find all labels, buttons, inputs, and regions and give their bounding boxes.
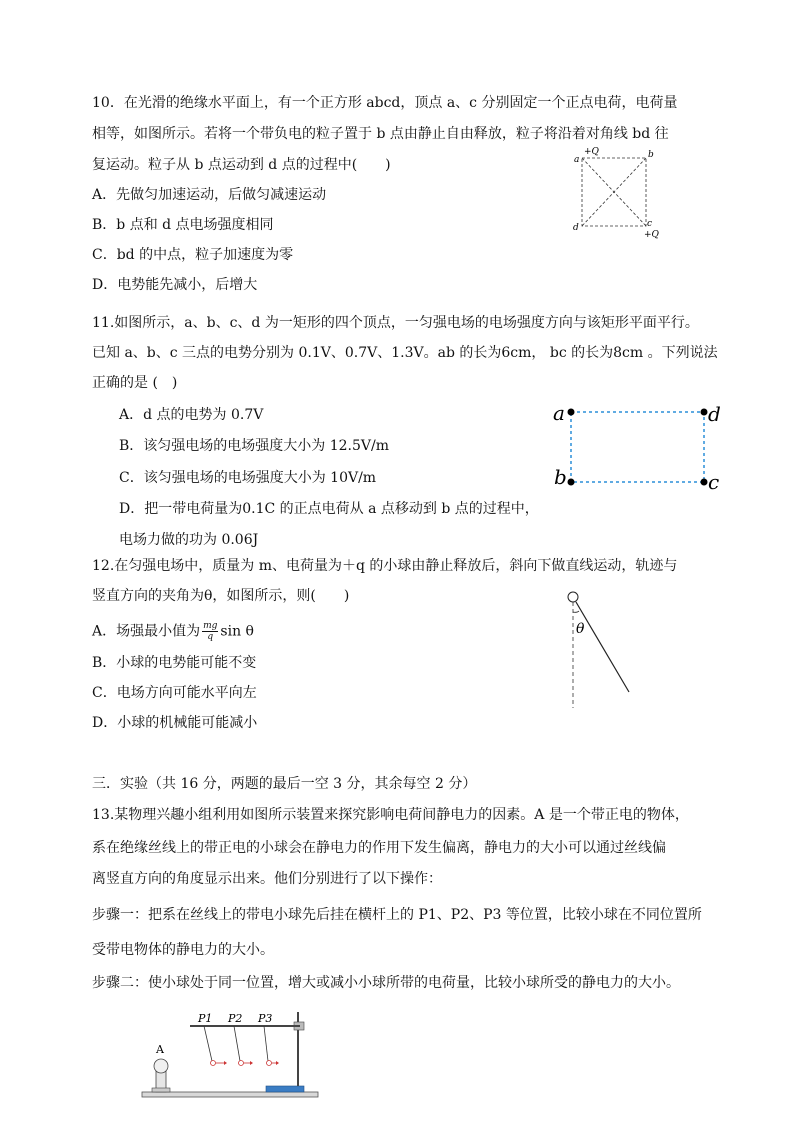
q12-option-d: D．小球的机械能可能减小 xyxy=(92,715,258,731)
q10-option-d: D．电势能先减小，后增大 xyxy=(92,277,258,293)
q13-step1-line2: 受带电物体的静电力的大小。 xyxy=(92,942,274,958)
q12-line2: 竖直方向的夹角为θ，如图所示，则( ) xyxy=(92,588,350,604)
q12-trajectory-figure xyxy=(560,586,640,710)
q11-label-d: d xyxy=(708,402,721,426)
q13-label-A: A xyxy=(156,1043,164,1056)
q10-line2: 相等，如图所示。若将一个带负电的粒子置于 b 点由静止自由释放，粒子将沿着对角线 bd 往 xyxy=(92,126,669,142)
q11-label-b: b xyxy=(554,465,567,489)
q10-charge-c: +Q xyxy=(644,230,659,240)
q13-step2: 步骤二：使小球处于同一位置，增大或减小小球所带的电荷量，比较小球所受的静电力的大小。 xyxy=(92,975,680,991)
q11-line3: 正确的是 ( ) xyxy=(92,375,178,391)
q13-label-P2: P2 xyxy=(228,1012,243,1025)
q12-line1: 12.在匀强电场中，质量为 m、电荷量为＋q 的小球由静止释放后，斜向下做直线运动，轨迹与 xyxy=(92,558,678,574)
q11-line1: 11.如图所示，a、b、c、d 为一矩形的四个顶点，一匀强电场的电场强度方向与该矩形平面平行。 xyxy=(92,315,699,331)
q12-option-b: B．小球的电势能可能不变 xyxy=(92,655,257,671)
q12-option-a-text: A．场强最小值为 xyxy=(92,623,201,640)
q10-label-d: d xyxy=(573,223,579,233)
q13-label-P3: P3 xyxy=(258,1012,273,1025)
q11-option-c: C．该匀强电场的电场强度大小为 10V/m xyxy=(119,470,377,486)
q11-option-d: D．把一带电荷量为0.1C 的正点电荷从 a 点移动到 b 点的过程中， xyxy=(119,501,539,517)
q10-charge-a: +Q xyxy=(584,147,599,157)
q12-fraction-num: mg xyxy=(203,621,218,631)
q11-rectangle-figure xyxy=(548,398,728,498)
q10-label-a: a xyxy=(574,155,580,165)
q11-line2: 已知 a、b、c 三点的电势分别为 0.1V、0.7V、1.3V。ab 的长为6cm， bc 的长为8cm 。下列说法 xyxy=(92,345,718,361)
q13-line2: 系在绝缘丝线上的带正电的小球会在静电力的作用下发生偏离，静电力的大小可以通过丝线偏 xyxy=(92,840,666,856)
q12-fraction-den: q xyxy=(207,632,214,642)
q11-label-a: a xyxy=(553,401,565,425)
q10-line3: 复运动。粒子从 b 点运动到 d 点的过程中( ) xyxy=(92,157,391,173)
q11-option-d-cont: 电场力做的功为 0.06J xyxy=(119,532,259,548)
q10-line1: 10．在光滑的绝缘水平面上，有一个正方形 abcd，顶点 a、c 分别固定一个正点电荷，电荷量 xyxy=(92,95,678,111)
q12-fraction xyxy=(202,621,218,642)
q13-line3: 离竖直方向的角度显示出来。他们分别进行了以下操作： xyxy=(92,871,442,887)
q11-label-c: c xyxy=(708,470,720,494)
q13-step1-line1: 步骤一：把系在丝线上的带电小球先后挂在横杆上的 P1、P2、P3 等位置，比较小球在不同位置所 xyxy=(92,907,702,923)
q11-option-a: A．d 点的电势为 0.7V xyxy=(119,407,264,423)
q10-option-a: A．先做匀加速运动，后做匀减速运动 xyxy=(92,187,327,203)
q10-label-c: c xyxy=(647,219,653,229)
q10-option-b: B．b 点和 d 点电场强度相同 xyxy=(92,217,274,233)
section3-title: 三．实验（共 16 分，两题的最后一空 3 分，其余每空 2 分） xyxy=(92,776,477,792)
q12-option-a-tail: sin θ xyxy=(220,623,254,640)
q11-option-b: B．该匀强电场的电场强度大小为 12.5V/m xyxy=(119,438,390,454)
q10-square-figure xyxy=(566,142,666,242)
q13-apparatus-figure xyxy=(140,1008,320,1100)
q13-line1: 13.某物理兴趣小组利用如图所示装置来探究影响电荷间静电力的因素。A 是一个带正电的物体， xyxy=(92,807,689,823)
q12-option-c: C．电场方向可能水平向左 xyxy=(92,685,257,701)
q12-option-a xyxy=(92,621,254,642)
q10-option-c: C．bd 的中点，粒子加速度为零 xyxy=(92,247,294,263)
q10-label-b: b xyxy=(648,150,654,160)
q13-label-P1: P1 xyxy=(198,1012,213,1025)
q12-theta-label: θ xyxy=(576,621,585,637)
